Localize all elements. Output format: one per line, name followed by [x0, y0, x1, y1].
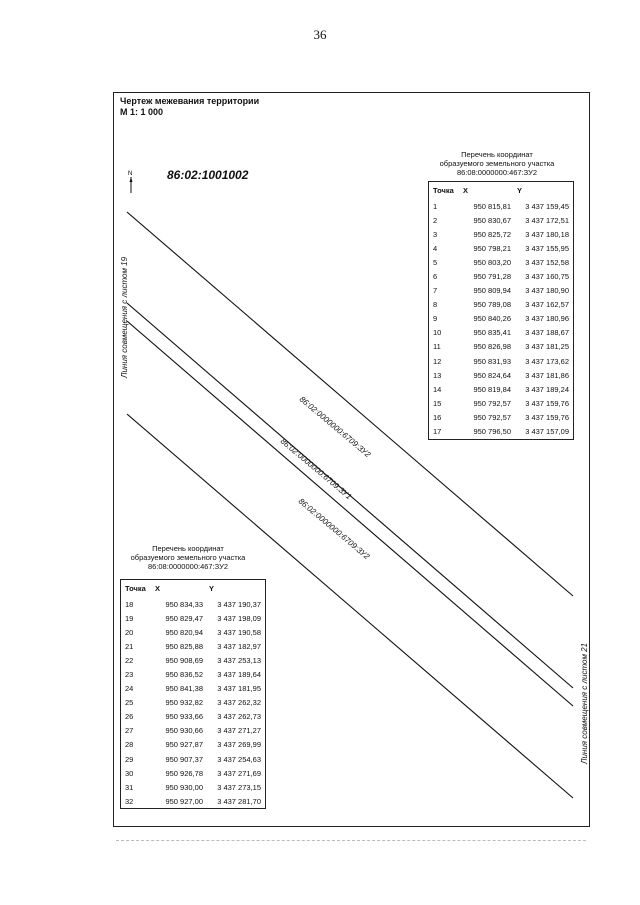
table-row — [121, 794, 266, 809]
x-coordinate-cell: 950 789,08 — [473, 300, 511, 310]
y-coordinate-cell: 3 437 273,15 — [217, 782, 261, 792]
y-coordinate-cell: 3 437 155,95 — [525, 243, 569, 253]
table-row — [121, 667, 266, 681]
x-coordinate-cell: 950 819,84 — [473, 384, 511, 394]
point-number-cell: 17 — [433, 427, 442, 437]
point-number-cell: 22 — [125, 655, 134, 665]
north-label: N — [128, 171, 133, 177]
y-coordinate-cell: 3 437 159,76 — [525, 398, 569, 408]
table-row — [429, 227, 574, 241]
point-number-cell: 9 — [433, 314, 438, 324]
table-row — [121, 597, 266, 611]
x-coordinate-cell: 950 829,47 — [165, 613, 203, 623]
x-coordinate-cell: 950 834,33 — [165, 599, 203, 609]
point-number-cell: 7 — [433, 286, 438, 296]
y-coordinate-cell: 3 437 162,57 — [525, 300, 569, 310]
x-coordinate-cell: 950 791,28 — [473, 272, 511, 282]
table-row — [429, 410, 574, 424]
y-coordinate-cell: 3 437 152,58 — [525, 257, 569, 267]
x-coordinate-cell: 950 803,20 — [473, 257, 511, 267]
point-number-cell: 21 — [125, 641, 134, 651]
side-label-right: Линия совмещения с листом 21 — [580, 642, 589, 764]
y-coordinate-cell: 3 437 182,97 — [217, 641, 261, 651]
y-coordinate-cell: 3 437 159,45 — [525, 201, 569, 211]
y-coordinate-cell: 3 437 157,09 — [525, 427, 569, 437]
x-coordinate-cell: 950 840,26 — [473, 314, 511, 324]
point-number-cell: 2 — [433, 215, 438, 225]
point-number-cell: 5 — [433, 257, 438, 267]
point-number-cell: 15 — [433, 398, 442, 408]
point-number-cell: 11 — [433, 342, 441, 352]
y-coordinate-cell: 3 437 172,51 — [525, 215, 569, 225]
x-coordinate-cell: 950 820,94 — [165, 627, 203, 637]
x-coordinate-cell: 950 932,82 — [165, 698, 203, 708]
parcel-line-label-2: 86:02:0000000:6709:ЗУ1 — [278, 436, 354, 502]
table-header-row — [429, 182, 574, 200]
x-coordinate-cell: 950 809,94 — [473, 286, 511, 296]
caption-line: Перечень координат — [461, 150, 533, 159]
x-coordinate-cell: 950 796,50 — [473, 427, 511, 437]
table-row — [121, 639, 266, 653]
page-number: 36 — [313, 27, 327, 42]
caption-line: 86:08:0000000:467:ЗУ2 — [456, 168, 538, 177]
point-number-cell: 30 — [125, 768, 134, 778]
point-number-cell: 1 — [433, 201, 438, 211]
x-coordinate-cell: 950 815,81 — [473, 201, 511, 211]
x-coordinate-cell: 950 835,41 — [473, 328, 511, 338]
table-row — [429, 326, 574, 340]
x-coordinate-cell: 950 930,66 — [165, 726, 203, 736]
table-row — [121, 653, 266, 667]
caption-line: Перечень координат — [152, 544, 224, 553]
cadastral-block-id: 86:02:1001002 — [167, 168, 249, 182]
table-row — [429, 213, 574, 227]
table-body — [429, 199, 574, 439]
table-row — [429, 199, 574, 213]
table-row — [121, 724, 266, 738]
y-coordinate-cell: 3 437 254,63 — [217, 754, 261, 764]
x-coordinate-cell: 950 927,00 — [165, 796, 203, 806]
table-row — [429, 340, 574, 354]
y-coordinate-cell: 3 437 181,86 — [525, 370, 569, 380]
table-row — [121, 625, 266, 639]
table-row — [429, 425, 574, 440]
coord-table-bottom — [120, 579, 266, 809]
table-row — [429, 255, 574, 269]
point-number-cell: 12 — [433, 356, 442, 366]
point-number-cell: 13 — [433, 370, 442, 380]
point-number-cell: 32 — [125, 796, 134, 806]
caption-line: образуемого земельного участка — [130, 553, 246, 562]
header-y: Y — [517, 185, 523, 195]
table-row — [429, 382, 574, 396]
point-number-cell: 24 — [125, 684, 134, 694]
y-coordinate-cell: 3 437 281,70 — [217, 796, 261, 806]
table-row — [121, 710, 266, 724]
point-number-cell: 8 — [433, 300, 438, 310]
y-coordinate-cell: 3 437 181,95 — [217, 684, 261, 694]
table-row — [121, 696, 266, 710]
x-coordinate-cell: 950 824,64 — [473, 370, 511, 380]
header-point: Точка — [433, 185, 454, 195]
coord-table-top-caption — [420, 150, 574, 177]
point-number-cell: 18 — [125, 599, 134, 609]
x-coordinate-cell: 950 792,57 — [473, 398, 511, 408]
y-coordinate-cell: 3 437 188,67 — [525, 328, 569, 338]
x-coordinate-cell: 950 826,98 — [473, 342, 511, 352]
y-coordinate-cell: 3 437 190,58 — [217, 627, 261, 637]
point-number-cell: 31 — [125, 782, 134, 792]
y-coordinate-cell: 3 437 262,73 — [217, 712, 261, 722]
caption-line: 86:08:0000000:467:ЗУ2 — [147, 562, 229, 571]
y-coordinate-cell: 3 437 180,90 — [525, 286, 569, 296]
x-coordinate-cell: 950 926,78 — [165, 768, 203, 778]
point-number-cell: 6 — [433, 272, 438, 282]
y-coordinate-cell: 3 437 180,18 — [525, 229, 569, 239]
table-row — [121, 611, 266, 625]
y-coordinate-cell: 3 437 189,24 — [525, 384, 569, 394]
side-label-left: Линия совмещения с листом 19 — [120, 256, 129, 378]
coord-table-top-block — [420, 150, 574, 440]
y-coordinate-cell: 3 437 181,25 — [525, 342, 569, 352]
header-y: Y — [209, 583, 215, 593]
y-coordinate-cell: 3 437 262,32 — [217, 698, 261, 708]
x-coordinate-cell: 950 825,72 — [473, 229, 511, 239]
x-coordinate-cell: 950 792,57 — [473, 412, 511, 422]
y-coordinate-cell: 3 437 253,13 — [217, 655, 261, 665]
table-header-row — [121, 580, 266, 598]
x-coordinate-cell: 950 830,67 — [473, 215, 511, 225]
y-coordinate-cell: 3 437 190,37 — [217, 599, 261, 609]
table-row — [429, 284, 574, 298]
point-number-cell: 19 — [125, 613, 134, 623]
table-row — [429, 298, 574, 312]
parcel-line-label-1: 86:02:0000000:6709:ЗУ2 — [297, 394, 373, 460]
header-x: X — [463, 185, 469, 195]
point-number-cell: 4 — [433, 243, 438, 253]
x-coordinate-cell: 950 831,93 — [473, 356, 511, 366]
table-body — [121, 597, 266, 809]
x-coordinate-cell: 950 825,88 — [165, 641, 203, 651]
table-row — [429, 354, 574, 368]
coord-table-bottom-caption — [113, 544, 263, 571]
point-number-cell: 3 — [433, 229, 438, 239]
y-coordinate-cell: 3 437 160,75 — [525, 272, 569, 282]
y-coordinate-cell: 3 437 180,96 — [525, 314, 569, 324]
point-number-cell: 23 — [125, 670, 134, 680]
drawing-scale: М 1: 1 000 — [120, 107, 164, 117]
table-row — [121, 752, 266, 766]
x-coordinate-cell: 950 933,66 — [165, 712, 203, 722]
parcel-line-label-3: 86:02:0000000:6709:ЗУ2 — [296, 496, 372, 562]
y-coordinate-cell: 3 437 269,99 — [217, 740, 261, 750]
table-row — [429, 396, 574, 410]
x-coordinate-cell: 950 798,21 — [473, 243, 511, 253]
x-coordinate-cell: 950 927,87 — [165, 740, 203, 750]
x-coordinate-cell: 950 908,69 — [165, 655, 203, 665]
point-number-cell: 10 — [433, 328, 442, 338]
coord-table-bottom-block — [113, 544, 266, 809]
y-coordinate-cell: 3 437 189,64 — [217, 670, 261, 680]
y-coordinate-cell: 3 437 271,27 — [217, 726, 261, 736]
point-number-cell: 27 — [125, 726, 134, 736]
table-row — [429, 368, 574, 382]
point-number-cell: 29 — [125, 754, 134, 764]
point-number-cell: 14 — [433, 384, 442, 394]
table-row — [429, 312, 574, 326]
point-number-cell: 28 — [125, 740, 134, 750]
x-coordinate-cell: 950 930,00 — [165, 782, 203, 792]
header-x: X — [155, 583, 161, 593]
table-row — [429, 269, 574, 283]
y-coordinate-cell: 3 437 198,09 — [217, 613, 261, 623]
table-row — [121, 780, 266, 794]
y-coordinate-cell: 3 437 159,76 — [525, 412, 569, 422]
x-coordinate-cell: 950 907,37 — [165, 754, 203, 764]
point-number-cell: 25 — [125, 698, 134, 708]
table-row — [429, 241, 574, 255]
table-row — [121, 738, 266, 752]
point-number-cell: 20 — [125, 627, 134, 637]
point-number-cell: 26 — [125, 712, 134, 722]
table-row — [121, 766, 266, 780]
coord-table-top — [428, 181, 574, 440]
header-point: Точка — [125, 583, 146, 593]
x-coordinate-cell: 950 836,52 — [165, 670, 203, 680]
point-number-cell: 16 — [433, 412, 442, 422]
y-coordinate-cell: 3 437 173,62 — [525, 356, 569, 366]
y-coordinate-cell: 3 437 271,69 — [217, 768, 261, 778]
x-coordinate-cell: 950 841,38 — [165, 684, 203, 694]
table-row — [121, 682, 266, 696]
footer-divider — [116, 840, 586, 842]
drawing-title-text: Чертеж межевания территории — [120, 96, 260, 106]
caption-line: образуемого земельного участка — [439, 159, 555, 168]
